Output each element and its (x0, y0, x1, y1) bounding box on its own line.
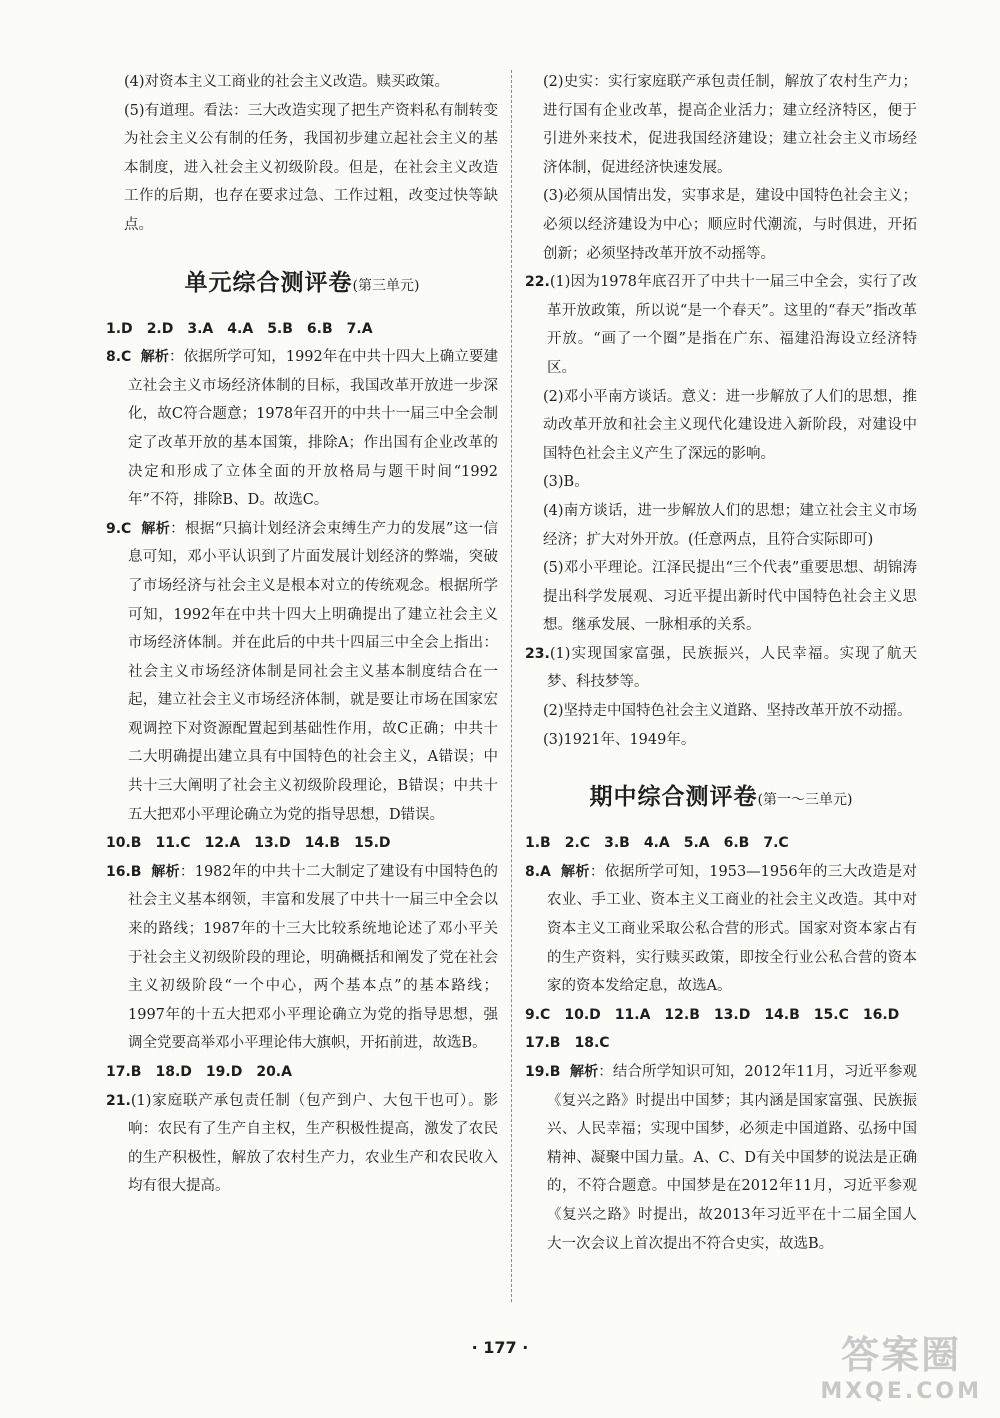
question-number: 8.C (106, 349, 132, 366)
answer-item: 6.B (723, 835, 750, 852)
answer-paragraph: (5)邓小平理论。江泽民提出“三个代表”重要思想、胡锦涛提出科学发展观、习近平提出新时代中国特色社会主义思想。继承发展、一脉相承的关系。 (543, 560, 917, 634)
answer-row-1-7 (106, 315, 498, 344)
answer-item: 1.B (525, 835, 551, 852)
answer-item: 2.D (146, 320, 174, 337)
answer-paragraph: (4)南方谈话，进一步解放人们的思想；建立社会主义市场经济；扩大对外开放。(任意两点，且符合实际即可) (543, 502, 917, 548)
answer-row-17-20 (106, 1058, 498, 1087)
analysis-text: ：依据所学可知，1992年在中共十四大上确立要建立社会主义市场经济体制的目标，我国改革开放进一步深化，故C符合题意；1978年召开的中共十一届三中全会制定了改革开放的基本国策，排除A；作出国有企业改革的决定和形成了立体全面的开放格局与题干时间“1992年”不符，排除B、D。故选C。 (128, 349, 499, 509)
answer-item: 5.B (267, 320, 293, 337)
answer-row-17-18 (525, 1029, 917, 1058)
answer-paragraph: (5)有道理。看法：三大改造实现了把生产资料私有制转变为社会主义公有制的任务，我国初步建立起社会主义的基本制度，进入社会主义初级阶段。但是，在社会主义改造工作的后期，也存在要求过急、工作过粗，改变过快等缺点。 (124, 102, 498, 233)
answer-paragraph: (4)对资本主义工商业的社会主义改造。赎买政策。 (124, 74, 450, 90)
answer-item: 6.B (306, 320, 333, 337)
answer-item: 14.B (764, 1006, 800, 1023)
watermark-line-2: MXQE.COM (820, 1379, 982, 1404)
answer-item: 10.D (564, 1006, 601, 1023)
answer-item: 17.B (106, 1064, 142, 1080)
answer-item: 11.A (614, 1006, 651, 1023)
watermark-logo (820, 1324, 982, 1404)
answer-item: 7.A (346, 320, 373, 337)
answer-item: 19.D (205, 1064, 243, 1080)
question-22 (525, 268, 917, 382)
answer-paragraph: (3)1921年、1949年。 (543, 731, 696, 748)
right-column (525, 68, 917, 1258)
answer-item: 15.C (813, 1006, 849, 1023)
answer-item: 3.A (187, 320, 214, 337)
question-number: 22. (525, 274, 550, 291)
section-heading-unit3 (106, 264, 498, 297)
analysis-label: 解析 (560, 863, 590, 880)
answer-row-1-7 (525, 829, 917, 858)
watermark-line-1: 答案圈 (841, 1333, 962, 1377)
analysis-text: ：根据“只搞计划经济会束缚生产力的发展”这一信息可知，邓小平认识到了片面发展计划经济的弊端，突破了市场经济与社会主义是根本对立的传统观念。根据所学可知，1992年在中共十四大上明确提出了建立社会主义市场经济体制。并在此后的中共十四届三中全会上指出：社会主义市场经济体制是同社会主义基本制度结合在一起，建立社会主义市场经济体制，就是要让市场在国家宏观调控下对资源配置起到基础性作用，故C正确；中共十二大明确提出建立具有中国特色的社会主义，A错误；中共十三大阐明了社会主义初级阶段理论，B错误；中共十五大把邓小平理论确立为党的指导思想，D错误。 (128, 520, 499, 823)
answer-item: 9.C (525, 1006, 551, 1023)
answer-paragraph: (2)史实：实行家庭联产承包责任制，解放了农村生产力；进行国有企业改革，提高企业活力；建立经济特区，便于引进外来技术，促进我国经济建设；建立社会主义市场经济体制，促进经济快速发展。 (543, 74, 917, 176)
question-16 (106, 858, 498, 1058)
answer-item: 2.C (564, 835, 591, 852)
answer-text: (1)实现国家富强，民族振兴，人民幸福。实现了航天梦、科技梦等。 (547, 645, 917, 691)
answer-item: 5.A (683, 835, 710, 852)
answer-row-9-16 (525, 1001, 917, 1030)
column-divider (511, 70, 512, 1302)
question-number: 21. (106, 1092, 131, 1109)
answer-paragraph: (2)邓小平南方谈话。意义：进一步解放了人们的思想，推动改革开放和社会主义现代化建设进入新阶段，对建设中国特色社会主义产生了深远的影响。 (543, 388, 917, 462)
analysis-label: 解析 (140, 349, 169, 366)
analysis-text: ：1982年的中共十二大制定了建设有中国特色的社会主义基本纲领，丰富和发展了中共十一届三中全会以来的路线；1987年的十三大比较系统地论述了邓小平关于社会主义初级阶段的理论，明确概括和阐发了党在社会主义初级阶段“一个中心，两个基本点”的基本路线；1997年的十五大把邓小平理论确立为党的指导思想，强调全党要高举邓小平理论伟大旗帜，开拓前进，故选B。 (128, 863, 499, 1052)
section-heading-midterm (525, 778, 917, 811)
answer-item: 10.B (106, 835, 142, 852)
answer-paragraph: (3)必须从国情出发，实事求是，建设中国特色社会主义；必须以经济建设为中心；顺应时代潮流，与时俱进，开拓创新；必须坚持改革开放不动摇等。 (543, 188, 917, 262)
answer-text: (1)因为1978年底召开了中共十一届三中全会，实行了改革开放政策，所以说“是一个春天”。这里的“春天”指改革开放。“画了一个圈”是指在广东、福建沿海设立经济特区。 (547, 274, 917, 376)
question-8 (106, 343, 498, 515)
question-number: 9.C (106, 520, 132, 537)
question-19 (525, 1058, 917, 1258)
left-column (106, 68, 498, 1201)
answer-item: 12.A (204, 835, 241, 852)
answer-text: (1)家庭联产承包责任制（包产到户、大包干也可）。影响：农民有了生产自主权，生产积极性提高，激发了农民的生产积极性，解放了农村生产力，农业生产和农民收入均有很大提高。 (128, 1092, 498, 1195)
answer-item: 13.D (713, 1006, 751, 1023)
answer-item: 7.C (763, 835, 789, 852)
answer-item: 20.A (256, 1064, 292, 1080)
question-number: 8.A (525, 863, 551, 880)
question-number: 19.B (525, 1064, 561, 1080)
answer-item: 3.B (604, 835, 630, 852)
analysis-label: 解析 (569, 1064, 599, 1080)
answer-item: 12.B (664, 1006, 700, 1023)
section-heading-subtitle: (第三单元) (352, 277, 420, 294)
answer-item: 4.A (643, 835, 670, 852)
answer-item: 4.A (227, 320, 254, 337)
page-number: · 177 · (471, 1338, 529, 1357)
section-heading-title: 期中综合测评卷 (589, 784, 758, 811)
analysis-label: 解析 (141, 520, 171, 537)
answer-item: 16.D (862, 1006, 900, 1023)
section-heading-subtitle: (第一～三单元) (757, 792, 853, 809)
question-21 (106, 1087, 498, 1201)
answer-item: 1.D (106, 320, 133, 337)
answer-item: 11.C (155, 835, 191, 852)
analysis-text: ：结合所学知识可知，2012年11月，习近平参观《复兴之路》时提出中国梦；其内涵是国家富强、民族振兴、人民幸福；实现中国梦，必须走中国道路、弘扬中国精神、凝聚中国力量。A、C、D有关中国梦的说法是正确的，不符合题意。中国梦是在2012年11月，习近平参观《复兴之路》时提出，故2013年习近平在十二届全国人大一次会议上首次提出不符合史实，故选B。 (547, 1064, 918, 1252)
question-23 (525, 640, 917, 697)
answer-item: 15.D (354, 835, 391, 852)
question-9 (106, 515, 498, 830)
question-number: 16.B (106, 863, 142, 880)
answer-item: 14.B (304, 835, 341, 852)
answer-item: 13.D (254, 835, 291, 852)
answer-item: 18.C (574, 1035, 610, 1052)
answer-row-10-15 (106, 829, 498, 858)
answer-item: 17.B (525, 1035, 561, 1052)
answer-paragraph: (3)B。 (543, 474, 589, 491)
question-8 (525, 858, 917, 1001)
analysis-text: ：依据所学可知，1953—1956年的三大改造是对农业、手工业、资本主义工商业的社会主义改造。其中对资本主义工商业采取公私合营的形式。国家对资本家占有的生产资料，实行赎买政策，即按全行业公私合营的资本家的资本发给定息，故选A。 (547, 863, 917, 995)
answer-paragraph: (2)坚持走中国特色社会主义道路、坚持改革开放不动摇。 (543, 703, 912, 720)
question-number: 23. (525, 645, 550, 662)
analysis-label: 解析 (151, 863, 180, 880)
answer-item: 18.D (155, 1064, 192, 1080)
section-heading-title: 单元综合测评卷 (184, 269, 353, 296)
